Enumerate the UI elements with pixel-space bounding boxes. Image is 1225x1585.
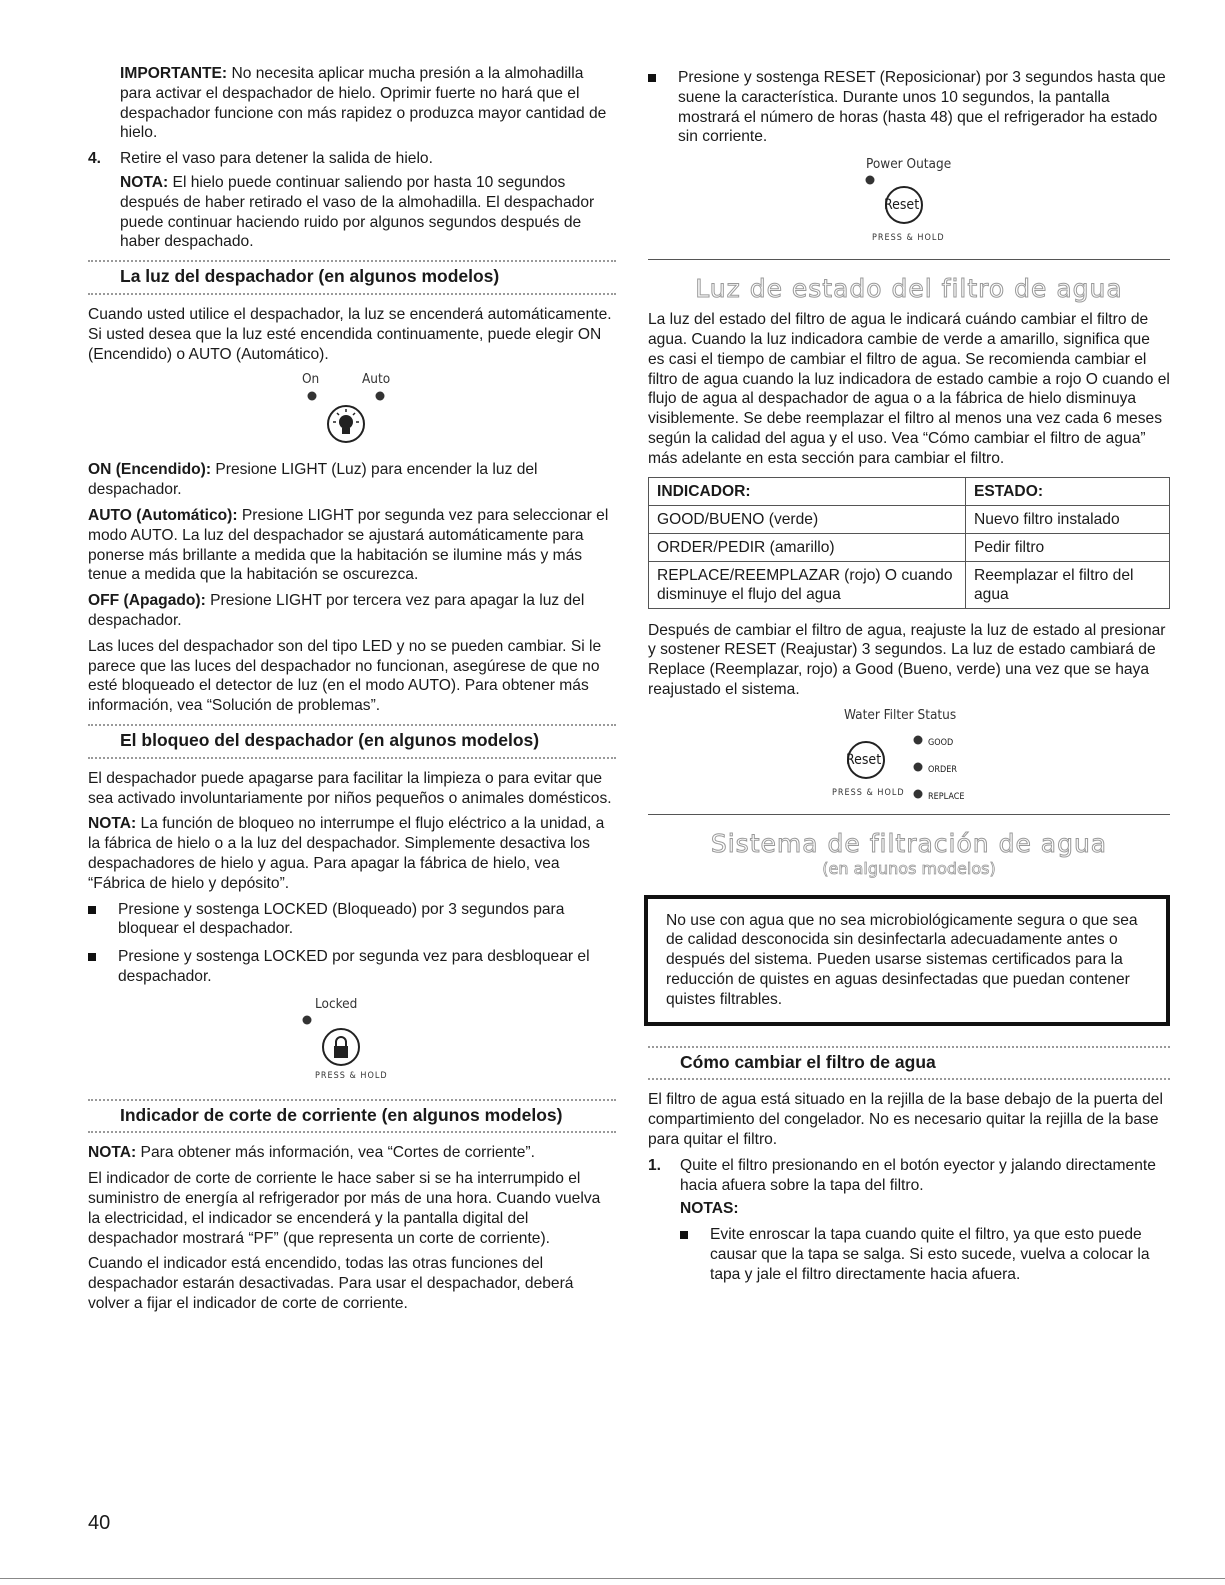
filtration-system-title: Sistema de filtración de agua bbox=[710, 828, 1108, 858]
section-divider bbox=[648, 814, 1170, 815]
table-row bbox=[649, 561, 1170, 608]
nota-3 bbox=[88, 1143, 616, 1163]
filtration-system-subtitle: (en algunos modelos) bbox=[822, 858, 996, 878]
wf-order-label: ORDER bbox=[928, 764, 957, 775]
right-column bbox=[648, 68, 1170, 1293]
lock-intro: El despachador puede apagarse para facilitar la limpieza o para evitar que sea activado involuntariamente por niños pequeños o animales domésticos. bbox=[88, 769, 612, 807]
step-4 bbox=[88, 149, 616, 169]
warning-text: No use con agua que no sea microbiológicamente segura o que sea de calidad desconocida sin desinfectarla adecuadamente antes o después del sistema. Pueden usarse sistemas certificados para la reducción de quistes en aguas desinfectadas que puedan contener quistes filtrables. bbox=[666, 911, 1138, 1008]
section-divider bbox=[648, 259, 1170, 260]
nota-3-text: Para obtener más información, vea “Cortes de corriente”. bbox=[136, 1144, 535, 1162]
left-column bbox=[88, 64, 616, 1320]
power-fig-label: Power Outage bbox=[866, 156, 952, 173]
water-filter-figure bbox=[824, 706, 994, 804]
table-header-indicator: INDICADOR: bbox=[649, 477, 966, 505]
notas-label bbox=[648, 1199, 1170, 1219]
light-button-icon bbox=[292, 390, 412, 452]
on-label: ON (Encendido): bbox=[88, 461, 212, 479]
light-figure bbox=[292, 370, 412, 452]
after-table-paragraph: Después de cambiar el filtro de agua, reajuste la luz de estado al presionar y sostener RESET (Reajustar) 3 segundos. La luz de estado cambiará de Replace (Reemplazar, rojo) a Good (Bueno, verde) una vez que se haya reajustado el sistema. bbox=[648, 621, 1166, 698]
step-1-text: Quite el filtro presionando en el botón eyector y jalando directamente hacia afuera sobre la tapa del filtro. bbox=[680, 1156, 1156, 1194]
lock-bullet-2 bbox=[88, 947, 616, 987]
nota-1-label: NOTA: bbox=[120, 173, 169, 191]
auto-label: AUTO (Automático): bbox=[88, 506, 238, 524]
nota-1-text: El hielo puede continuar saliendo por hasta 10 segundos después de haber retirado el vaso de la almohadilla. El despachador puede continuar haciendo ruido por algunos segundos después de haber despachado. bbox=[120, 173, 595, 251]
important-paragraph bbox=[88, 64, 616, 143]
important-text: No necesita aplicar mucha presión a la almohadilla para activar el despachador de hielo. Oprimir fuerte no hará que el despachador funcione con más rapidez o produzca mayor cantidad de hielo. bbox=[120, 65, 607, 142]
led-paragraph: Las luces del despachador son del tipo LED y no se pueden cambiar. Si le parece que las luces del despachador no funcionan, asegúrese de que no esté bloqueado el detector de luz (en el modo AUTO). Para obtener más información, vea “Solución de problemas”. bbox=[88, 637, 602, 715]
off-label: OFF (Apagado): bbox=[88, 592, 206, 610]
on-text: Presione LIGHT (Luz) para encender la luz del despachador. bbox=[88, 461, 538, 499]
nota-2 bbox=[88, 814, 616, 893]
nota-1 bbox=[88, 173, 616, 252]
light-intro: Cuando usted utilice el despachador, la luz se encenderá automáticamente. Si usted desea que la luz esté encendida continuamente, puede elegir ON (Encendido) o AUTO (Automático). bbox=[88, 305, 612, 363]
table-row bbox=[649, 505, 1170, 533]
indicator-table bbox=[648, 477, 1170, 609]
lock-bullet-1 bbox=[88, 900, 616, 940]
step-4-number: 4. bbox=[88, 150, 102, 168]
light-fig-auto-label: Auto bbox=[362, 371, 391, 388]
reset-bullet bbox=[648, 68, 1170, 147]
page-bottom-rule bbox=[0, 1578, 1225, 1579]
lock-bullet-1-text: Presione y sostenga LOCKED (Bloqueado) por 3 segundos para bloquear el despachador. bbox=[118, 900, 565, 938]
page-number: 40 bbox=[88, 1512, 111, 1534]
table-cell: Nuevo filtro instalado bbox=[966, 505, 1170, 533]
lock-figure bbox=[297, 995, 407, 1091]
power-paragraph-2: Cuando el indicador está encendido, todas las otras funciones del despachador estarán desactivadas. Para usar el despachador, deberá volver a fijar el indicador de corte de corriente. bbox=[88, 1255, 574, 1313]
power-fig-reset: Reset bbox=[884, 197, 920, 214]
step-1-number: 1. bbox=[648, 1156, 662, 1174]
table-cell: GOOD/BUENO (verde) bbox=[649, 505, 966, 533]
bullet-square bbox=[88, 906, 96, 914]
power-heading: Indicador de corte de corriente (en algunos modelos) bbox=[88, 1099, 616, 1134]
off-text: Presione LIGHT por tercera vez para apagar la luz del despachador. bbox=[88, 592, 585, 629]
table-cell: Pedir filtro bbox=[966, 533, 1170, 561]
wf-fig-label: Water Filter Status bbox=[844, 706, 957, 723]
important-label: IMPORTANTE: bbox=[120, 65, 228, 82]
wf-good-label: GOOD bbox=[928, 737, 954, 748]
bullet-square bbox=[680, 1231, 688, 1239]
table-header-status: ESTADO: bbox=[966, 477, 1170, 505]
nota-3-label: NOTA: bbox=[88, 1144, 137, 1162]
lock-heading: El bloqueo del despachador (en algunos modelos) bbox=[88, 724, 616, 759]
bullet-square bbox=[648, 74, 656, 82]
wf-replace-label: REPLACE bbox=[928, 791, 965, 802]
wf-press-hold: PRESS & HOLD bbox=[832, 787, 905, 798]
wf-fig-reset: Reset bbox=[846, 751, 882, 768]
auto-paragraph bbox=[88, 506, 616, 585]
lock-fig-press-hold: PRESS & HOLD bbox=[315, 1070, 388, 1081]
lock-bullet-2-text: Presione y sostenga LOCKED por segunda vez para desbloquear el despachador. bbox=[118, 948, 590, 985]
lock-fig-label: Locked bbox=[315, 995, 358, 1012]
auto-text: Presione LIGHT por segunda vez para seleccionar el modo AUTO. La luz del despachador se ajustará automáticamente para ponerse más brillante a medida que la habitación se ilumine más y más tenue a medida que la habitación se oscurezca. bbox=[88, 506, 609, 584]
reset-bullet-text: Presione y sostenga RESET (Reposicionar) por 3 segundos hasta que suene la característica. Durante unos 10 segundos, la pantalla mostrará el número de horas (hasta 48) que el refrigerador ha estado sin corriente. bbox=[678, 69, 1166, 146]
step-4-text: Retire el vaso para detener la salida de hielo. bbox=[120, 150, 433, 168]
table-header-row bbox=[649, 477, 1170, 505]
change-filter-heading: Cómo cambiar el filtro de agua bbox=[648, 1046, 1170, 1081]
power-paragraph-1: El indicador de corte de corriente le hace saber si se ha interrumpido el suministro de energía al refrigerador por más de una hora. Cuando vuelva la electricidad, el indicador se encenderá y la pantalla digital del despachador mostrará “PF” (que representa un corte de corriente). bbox=[88, 1170, 601, 1247]
change-intro: El filtro de agua está situado en la rejilla de la base debajo de la puerta del compartimiento del congelador. No es necesario quitar la rejilla de la base para quitar el filtro. bbox=[648, 1091, 1163, 1148]
table-cell: REPLACE/REEMPLAZAR (rojo) O cuando disminuye el flujo del agua bbox=[649, 561, 966, 608]
notas-label-text: NOTAS: bbox=[680, 1200, 739, 1218]
notas-bullet-text: Evite enroscar la tapa cuando quite el filtro, ya que esto puede causar que la tapa se salga. Si esto sucede, vuelva a colocar la tapa y jale el filtro directamente hacia afuera. bbox=[710, 1226, 1150, 1283]
step-1 bbox=[648, 1156, 1170, 1196]
table-cell: Reemplazar el filtro del agua bbox=[966, 561, 1170, 608]
power-outage-figure bbox=[844, 155, 974, 251]
table-row bbox=[649, 533, 1170, 561]
nota-2-label: NOTA: bbox=[88, 815, 137, 833]
on-paragraph bbox=[88, 460, 616, 500]
filter-intro: La luz del estado del filtro de agua le indicará cuándo cambiar el filtro de agua. Cuando la luz indicadora cambie de verde a amarillo, significa que es casi el tiempo de cambiar el filtro de agua. Se recomienda cambiar el filtro de agua cuando la luz indicadora de estado cambie a rojo O cuando el flujo de agua al despachador de agua o a la fábrica de hielo disminuya visiblemente. Se debe reemplazar el filtro al menos una vez cada 6 meses según la calidad del agua y el uso. Vea “Cómo cambiar el filtro de agua” más adelante en esta sección para cambiar el filtro. bbox=[648, 311, 1170, 467]
warning-box bbox=[644, 895, 1170, 1026]
notas-bullet bbox=[648, 1225, 1170, 1284]
off-paragraph bbox=[88, 591, 616, 631]
nota-2-text: La función de bloqueo no interrumpe el flujo eléctrico a la unidad, a la fábrica de hielo o a la luz del despachador. Simplemente desactiva los despachadores de hielo y agua. Para apagar la fábrica de hielo, vea “Fábrica de hielo y depósito”. bbox=[88, 815, 605, 892]
power-fig-press-hold: PRESS & HOLD bbox=[872, 233, 945, 244]
filter-status-title: Luz de estado del filtro de agua bbox=[695, 274, 1123, 304]
light-fig-on-label: On bbox=[302, 371, 320, 388]
table-cell: ORDER/PEDIR (amarillo) bbox=[649, 533, 966, 561]
bullet-square bbox=[88, 953, 96, 961]
light-heading: La luz del despachador (en algunos modelos) bbox=[88, 260, 616, 295]
